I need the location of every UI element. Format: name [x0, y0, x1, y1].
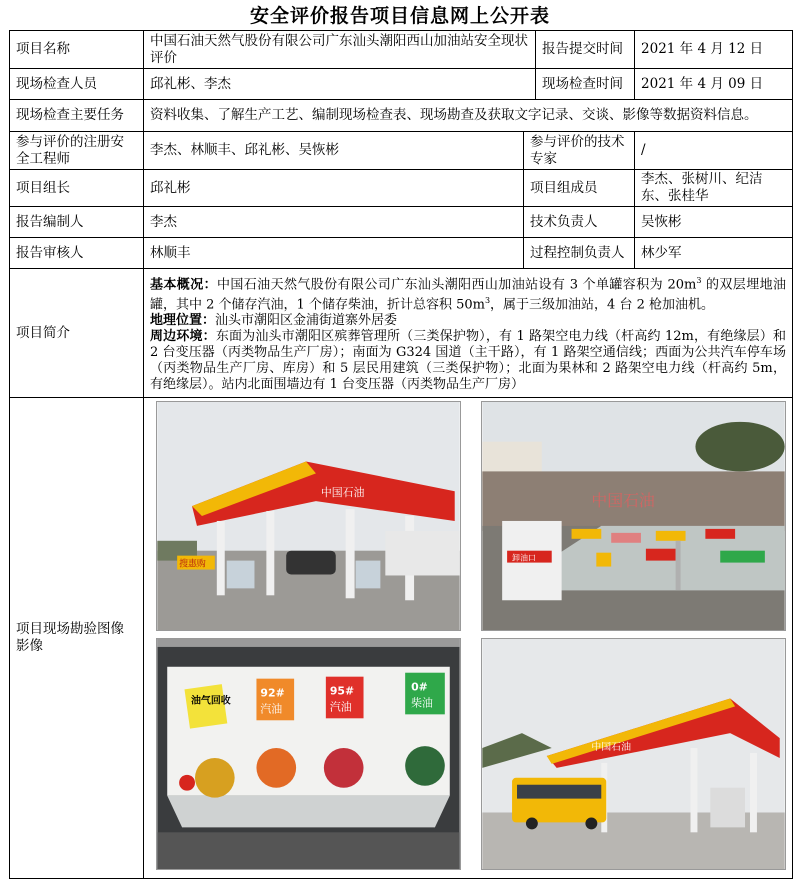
canopy-bus-graphic — [482, 639, 785, 869]
submit-time-value: 2021 年 4 月 12 日 — [635, 31, 793, 69]
project-intro — [144, 269, 793, 398]
d0-num-text: 0# — [411, 680, 428, 694]
tech-lead-value: 吴恢彬 — [635, 207, 793, 238]
wall-brand-text: 中国石油 — [591, 491, 655, 511]
fuel-pit-graphic — [157, 639, 460, 869]
intro-overview: 基本概况：中国石油天然气股份有限公司广东汕头潮阳西山加油站设有 3 个单罐容积为 $20m^3$ 的双层埋地油罐，其中 2 个储存汽油，1 个储存柴油，折计总容积 $50m^3$，属于三级加油站，4 台 2 枪加油机。 — [150, 275, 786, 313]
reviewer-label: 报告审核人 — [10, 238, 144, 269]
tech-lead-label: 技术负责人 — [524, 207, 635, 238]
station-canopy-graphic — [157, 402, 460, 630]
project-name-value: 中国石油天然气股份有限公司广东汕头潮阳西山加油站安全现状评价 — [144, 31, 536, 69]
d0-txt-text: 柴油 — [411, 696, 433, 710]
intro-location: 地理位置：汕头市潮阳区金浦街道寨外居委 — [150, 313, 398, 329]
members-label: 项目组成员 — [524, 170, 635, 207]
inspectors-value: 邱礼彬、李杰 — [144, 69, 536, 100]
tank-area-graphic — [482, 402, 785, 630]
photo-tank-area — [481, 401, 786, 631]
inspect-time-label: 现场检查时间 — [536, 69, 635, 100]
photos-cell — [144, 398, 793, 879]
experts-label: 参与评价的技术专家 — [524, 132, 635, 170]
engineers-value: 李杰、林顺丰、邱礼彬、吴恢彬 — [144, 132, 524, 170]
project-name-label: 项目名称 — [10, 31, 144, 69]
process-control-label: 过程控制负责人 — [524, 238, 635, 269]
g95-num-text: 95# — [329, 684, 355, 698]
intro-surroundings: 周边环境：东面为汕头市潮阳区殡葬管理所（三类保护物），有 1 路架空电力线（杆高约 12m，有绝缘层）和 2 台变压器（丙类物品生产厂房）；南面为 G324 国道（主干路），有 1 路架空通信线；西面为公共汽车停车场（丙类物品生产厂房、库房）和 5 层民用建筑（三类保护物）；北面为果林和 2 路架空电力线（杆高约 5m，有绝缘层）。站内北面围墙边有 1 台变压器（丙类物品生产厂房） — [150, 329, 787, 393]
leader-label: 项目组长 — [10, 170, 144, 207]
intro-label: 项目简介 — [10, 269, 144, 398]
promo-sign-text: 搜惠购 — [179, 559, 206, 570]
photos-label: 项目现场勘验图像影像 — [10, 398, 144, 879]
vapor-sign-text: 油气回收 — [191, 695, 231, 707]
tasks-value: 资料收集、了解生产工艺、编制现场检查表、现场勘查及获取文字记录、交谈、影像等数据资料信息。 — [144, 100, 793, 132]
engineers-label: 参与评价的注册安全工程师 — [10, 132, 144, 170]
photo-grid — [144, 398, 794, 878]
submit-time-label: 报告提交时间 — [536, 31, 635, 69]
g92-txt-text: 汽油 — [260, 702, 283, 716]
page-title: 安全评价报告项目信息网上公开表 — [249, 5, 550, 27]
g95-txt-text: 汽油 — [329, 700, 352, 714]
photo-station-canopy — [156, 401, 461, 631]
leader-value: 邱礼彬 — [144, 170, 524, 207]
members-value: 李杰、张树川、纪洁东、张桂华 — [635, 170, 793, 207]
photo-fuel-pit — [156, 638, 461, 870]
experts-value: / — [635, 132, 793, 170]
inspectors-label: 现场检查人员 — [10, 69, 144, 100]
tank-label-text: 卸油口 — [512, 553, 536, 563]
process-control-value: 林少军 — [635, 238, 793, 269]
inspect-time-value: 2021 年 4 月 09 日 — [635, 69, 793, 100]
compiler-label: 报告编制人 — [10, 207, 144, 238]
canopy-brand-text: 中国石油 — [320, 486, 365, 500]
info-table — [9, 30, 793, 879]
tasks-label: 现场检查主要任务 — [10, 100, 144, 132]
compiler-value: 李杰 — [144, 207, 524, 238]
photo-canopy-bus — [481, 638, 786, 870]
canopy-brand-text-2: 中国石油 — [591, 742, 632, 754]
g92-num-text: 92# — [260, 686, 285, 700]
reviewer-value: 林顺丰 — [144, 238, 524, 269]
